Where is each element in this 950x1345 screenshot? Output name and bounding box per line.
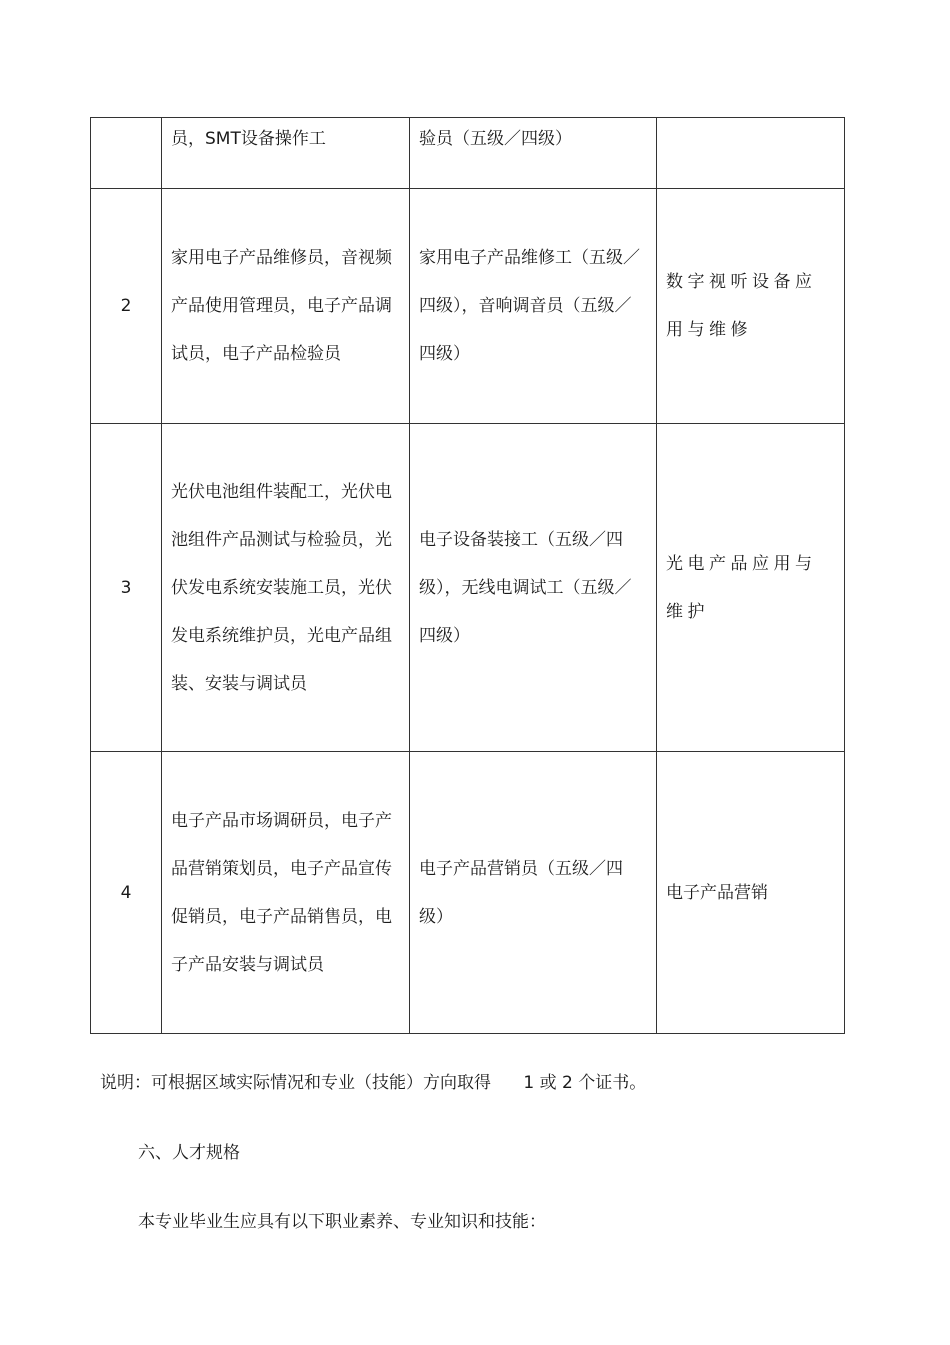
direction-cell: 光电产品应用与维护 [657,424,845,752]
row-number: 3 [91,424,162,752]
row-number [91,118,162,189]
certificate-cell: 电子产品营销员（五级／四级） [410,752,657,1034]
row-number: 4 [91,752,162,1034]
body-paragraph: 本专业毕业生应具有以下职业素养、专业知识和技能： [138,1212,546,1232]
job-positions-cell: 电子产品市场调研员，电子产品营销策划员，电子产品宣传促销员，电子产品销售员，电子产品安装与调试员 [162,752,410,1034]
job-positions-cell: 员，SMT设备操作工 [162,118,410,189]
table-note: 说明：可根据区域实际情况和专业（技能）方向取得 1 或 2 个证书。 [100,1073,647,1093]
direction-cell: 数字视听设备应用与维修 [657,189,845,424]
certificate-cell: 电子设备装接工（五级／四级），无线电调试工（五级／四级） [410,424,657,752]
section-heading: 六、人才规格 [138,1143,240,1163]
table-row [91,189,845,424]
table-row [91,424,845,752]
table-row [91,752,845,1034]
table-row [91,118,845,189]
row-number: 2 [91,189,162,424]
certificate-cell: 验员（五级／四级） [410,118,657,189]
job-certificate-table [90,117,845,1034]
job-positions-cell: 家用电子产品维修员，音视频产品使用管理员，电子产品调试员，电子产品检验员 [162,189,410,424]
direction-cell [657,118,845,189]
certificate-cell: 家用电子产品维修工（五级／四级），音响调音员（五级／四级） [410,189,657,424]
direction-cell: 电子产品营销 [657,752,845,1034]
job-positions-cell: 光伏电池组件装配工，光伏电池组件产品测试与检验员，光伏发电系统安装施工员，光伏发电系统维护员，光电产品组装、安装与调试员 [162,424,410,752]
